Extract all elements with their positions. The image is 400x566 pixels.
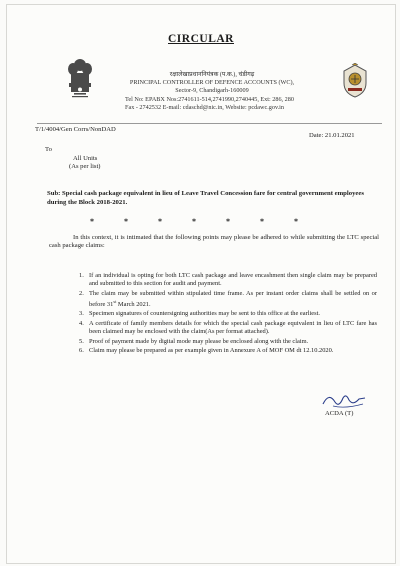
fax-email-line: Fax - 2742532 E-mail: cdaschd@nic.in, Website: pcdawc.gov.in xyxy=(125,104,284,111)
signatory-designation: ACDA (T) xyxy=(325,410,354,417)
national-emblem-icon xyxy=(65,57,95,101)
subject-line: Sub: Special cash package equivalent in lieu of Leave Travel Concession fare for central government employees during the Block 2018-2021. xyxy=(47,190,364,206)
list-item: 6. Claim may please be prepared as per example given in Annexure A of MOF OM dt 12.10.2020. xyxy=(79,347,334,355)
list-item: 4. A certificate of family members details for which the special cash package equivalent in lieu of LTC fare has been claimed may be enclosed with the claim(As per format attached). xyxy=(79,320,377,335)
separator-stars: * * * * * * * xyxy=(90,217,312,226)
list-item: 5. Proof of payment made by digital mode may please be enclosed along with the claim. xyxy=(79,337,309,345)
list-item: 3. Specimen signatures of countersigning authorities may be sent to this office at the earliest. xyxy=(79,310,320,318)
list-item: 2. The claim may be submitted within stipulated time frame. As per instant order claims shall be settled on or before 31st March 2021. xyxy=(79,289,377,308)
reference-number: T/1/4004/Gen Corrs/NonDAD xyxy=(35,126,116,133)
recipient-line: All Units xyxy=(73,155,98,162)
signature-mark xyxy=(319,390,369,412)
circular-date: Date: 21.01.2021 xyxy=(309,132,355,139)
office-address: Sector-9, Chandigarh-160009 xyxy=(175,87,249,94)
list-item: 1. If an individual is opting for both LTC cash package and leave encashment then single claim may be prepared and submitted to this section for audit and payment. xyxy=(79,272,377,287)
office-name: PRINCIPAL CONTROLLER OF DEFENCE ACCOUNTS (WC), xyxy=(129,79,295,86)
to-label: To xyxy=(45,146,52,153)
intro-paragraph: In this context, it is intimated that the following points may please be adhered to while submitting the LTC special cash package claims: xyxy=(49,234,379,250)
office-name-hindi: रक्षालेखाप्रधाननियंत्रक (प.क.), चंडीगढ़ xyxy=(169,71,255,78)
telephone-line: Tel No: EPABX Nos:2741611-514,2741990,2740445, Ext: 286, 280 xyxy=(125,96,294,103)
department-crest-icon xyxy=(340,63,370,99)
document-page xyxy=(6,4,396,564)
recipient-note: (As per list) xyxy=(69,163,101,170)
points-list xyxy=(79,272,377,357)
header-divider xyxy=(37,123,382,124)
page-title: CIRCULAR xyxy=(168,33,234,45)
